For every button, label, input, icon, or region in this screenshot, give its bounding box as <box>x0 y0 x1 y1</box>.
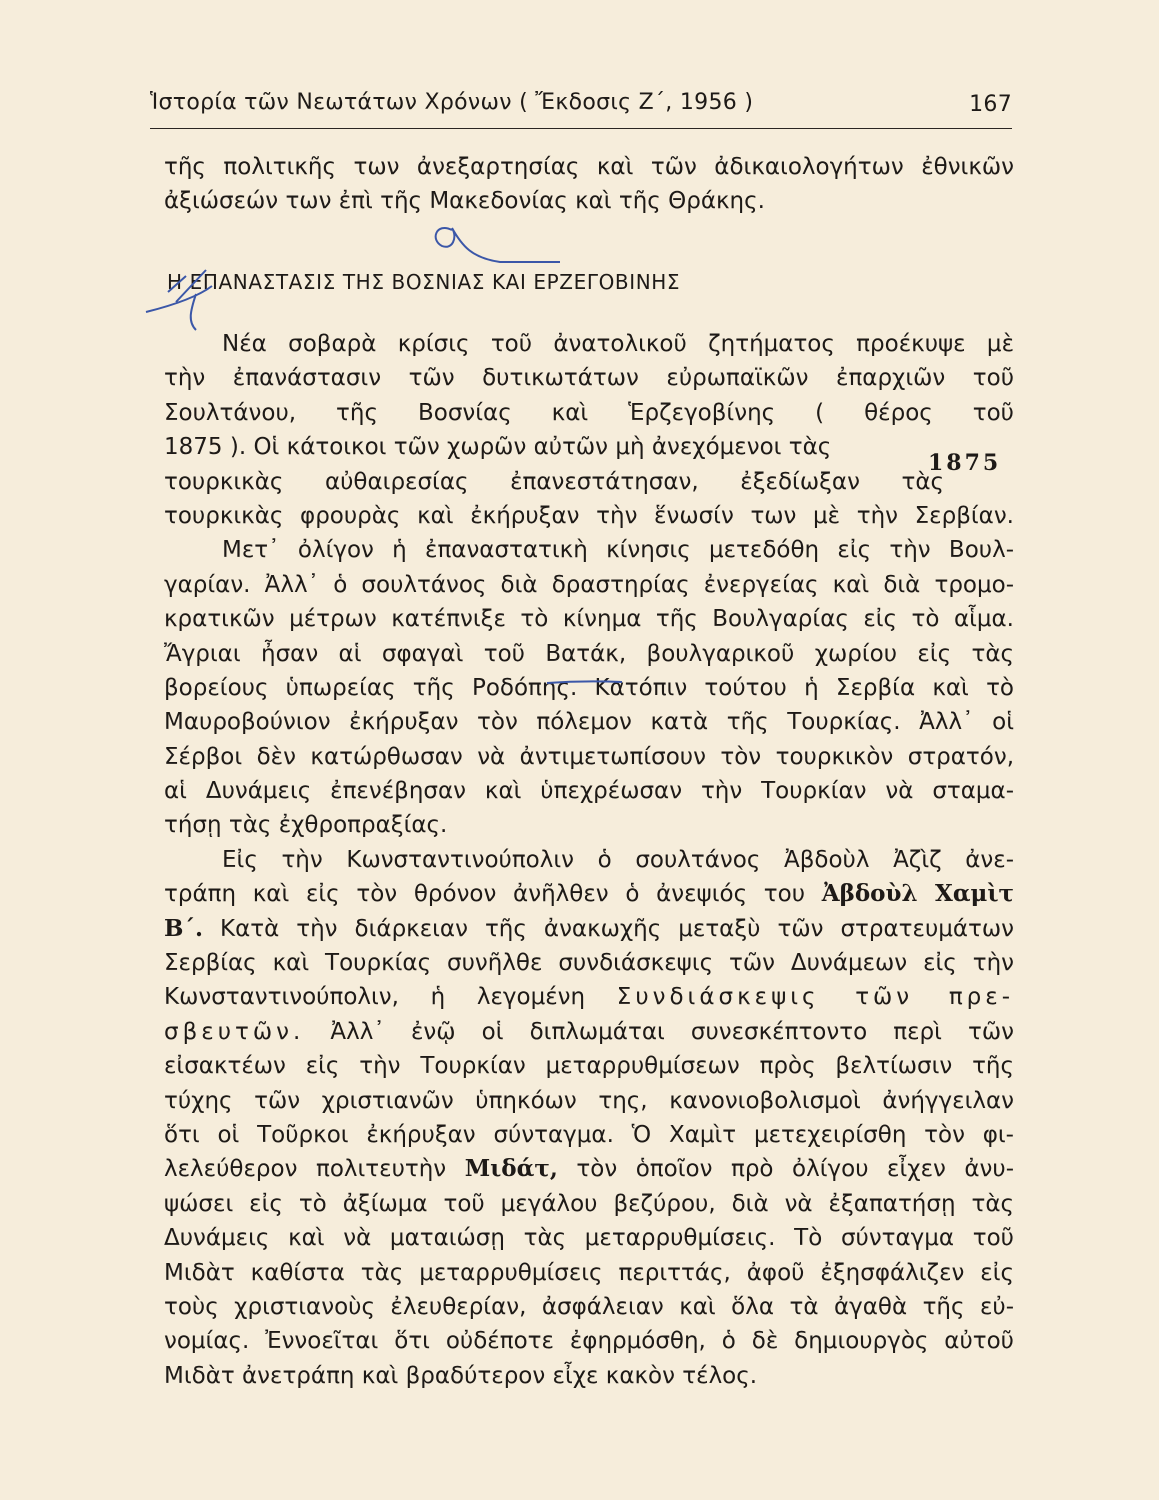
pen-end-mark <box>436 228 560 262</box>
text-line: γαρίαν. Ἀλλ᾽ ὁ σουλτάνος διὰ δραστηρίας ἐνεργείας καὶ διὰ τρομο- <box>164 571 1014 598</box>
text-line: ὅτι οἱ Τοῦρκοι ἐκήρυξαν σύνταγμα. Ὁ Χαμὶτ μετεχειρίσθη τὸν φι- <box>164 1121 1014 1148</box>
text-line: τουρκικὰς αὐθαιρεσίας ἐπανεστάτησαν, ἐξεδίωξαν τὰς <box>164 468 944 495</box>
text-line: εἰσακτέων εἰς τὴν Τουρκίαν μεταρρυθμίσεων πρὸς βελτίωσιν τῆς <box>164 1053 1014 1080</box>
text-line: Δυνάμεις καὶ νὰ ματαιώσῃ τὰς μεταρρυθμίσεις. Τὸ σύνταγμα τοῦ <box>164 1225 1014 1252</box>
text-line: τουρκικὰς φρουρὰς καὶ ἐκήρυξαν τὴν ἕνωσίν των μὲ τὴν Σερβίαν. <box>164 502 1014 529</box>
text-fragment: τράπη καὶ εἰς τὸν θρόνον ἀνῆλθεν ὁ ἀνεψιός του <box>164 881 805 908</box>
text-line: Σερβίας καὶ Τουρκίας συνῆλθε συνδιάσκεψις τῶν Δυνάμεων εἰς τὴν <box>164 950 1014 977</box>
text-line: Μιδὰτ καθίστα τὰς μεταρρυθμίσεις περιττάς, ἀφοῦ ἐξησφάλιζεν εἰς <box>164 1259 1014 1286</box>
text-line: τὴν ἐπανάστασιν τῶν δυτικωτάτων εὐρωπαϊκῶν ἐπαρχιῶν τοῦ <box>164 365 1014 392</box>
text-line: Σουλτάνου, τῆς Βοσνίας καὶ Ἑρζεγοβίνης ( θέρος τοῦ <box>164 399 1014 426</box>
text-line: Νέα σοβαρὰ κρίσις τοῦ ἀνατολικοῦ ζητήματος προέκυψε μὲ <box>222 331 1014 357</box>
page-header <box>150 86 1012 126</box>
text-line: βορείους ὑπωρείας τῆς Ροδόπης. Κατόπιν τούτου ἡ Σερβία καὶ τὸ <box>164 674 1014 701</box>
text-fragment: Κωνσταντινούπολιν, ἡ λεγομένη <box>164 984 586 1011</box>
section-heading: Η ΕΠΑΝΑΣΤΑΣΙΣ ΤΗΣ ΒΟΣΝΙΑΣ ΚΑΙ ΕΡΖΕΓΟΒΙΝΗΣ <box>167 270 681 294</box>
name-midhat: Μιδάτ, <box>464 1155 558 1183</box>
text-line: 1875 ). Οἱ κάτοικοι τῶν χωρῶν αὐτῶν μὴ ἀνεχόμενοι τὰς <box>164 434 832 461</box>
text-line <box>164 1152 1014 1186</box>
main-text <box>164 327 1014 1393</box>
text-fragment: λελεύθερον πολιτευτὴν <box>164 1156 447 1183</box>
text-line: τοὺς χριστιανοὺς ἐλευθερίαν, ἀσφάλειαν καὶ ὅλα τὰ ἀγαθὰ τῆς εὐ- <box>164 1293 1014 1320</box>
text-line: Μετ᾽ ὀλίγον ἡ ἐπαναστατικὴ κίνησις μετεδόθη εἰς τὴν Βουλ- <box>222 537 1014 564</box>
text-line: Μιδὰτ ἀνετράπη καὶ βραδύτερον εἶχε κακὸν τέλος. <box>164 1362 758 1389</box>
text-line: τῆς πολιτικῆς των ἀνεξαρτησίας καὶ τῶν ἀδικαιολογήτων ἐθνικῶν <box>164 154 1014 180</box>
text-line: τύχης τῶν χριστιανῶν ὑπηκόων της, κανονιοβολισμοὶ ἀνήγγειλαν <box>164 1087 1014 1114</box>
text-line: αἱ Δυνάμεις ἐπενέβησαν καὶ ὑπεχρέωσαν τὴν Τουρκίαν νὰ σταμα- <box>164 778 1014 805</box>
name-abdul-hamid: Ἀβδοὺλ Χαμὶτ <box>821 880 1014 908</box>
text-line: τήσῃ τὰς ἐχθροπραξίας. <box>164 812 448 839</box>
text-line <box>164 1015 1014 1049</box>
text-fragment: τὸν ὁποῖον πρὸ ὀλίγου εἶχεν ἀνυ- <box>576 1156 1015 1183</box>
text-line: ψώσει εἰς τὸ ἀξίωμα τοῦ μεγάλου βεζύρου, διὰ νὰ ἐξαπατήσῃ τὰς <box>164 1190 1014 1217</box>
header-rule <box>150 128 1012 129</box>
margin-note-year: 1875 <box>928 450 1002 476</box>
running-title: Ἱστορία τῶν Νεωτάτων Χρόνων ( Ἔκδοσις Ζ΄, 1956 ) <box>150 90 754 115</box>
text-line <box>164 980 1014 1014</box>
text-line: Εἰς τὴν Κωνσταντινούπολιν ὁ σουλτάνος Ἀβδοὺλ Ἀζὶζ ἀνε- <box>222 846 1014 873</box>
regnal-number: Β΄. <box>164 914 203 942</box>
intro-paragraph <box>164 150 1014 219</box>
text-fragment: Κατὰ τὴν διάρκειαν τῆς ἀνακωχῆς μεταξὺ τῶν στρατευμάτων <box>219 915 1014 942</box>
text-line: Σέρβοι δὲν κατώρθωσαν νὰ ἀντιμετωπίσουν τὸν τουρκικὸν στρατόν, <box>164 743 1014 770</box>
text-line <box>164 877 1014 911</box>
page-number: 167 <box>969 92 1012 117</box>
text-line: νομίας. Ἐννοεῖται ὅτι οὐδέποτε ἐφηρμόσθη, ὁ δὲ δημιουργὸς αὐτοῦ <box>164 1328 1014 1355</box>
text-line: κρατικῶν μέτρων κατέπνιξε τὸ κίνημα τῆς Βουλγαρίας εἰς τὸ αἷμα. <box>164 606 1014 633</box>
spaced-term: Συνδιάσκεψις τῶν πρε- <box>616 984 1015 1011</box>
text-fragment: Ἀλλ᾽ ἐνῷ οἱ διπλωμάται συνεσκέπτοντο περὶ τῶν <box>330 1018 1014 1045</box>
text-line: Μαυροβούνιον ἐκήρυξαν τὸν πόλεμον κατὰ τῆς Τουρκίας. Ἀλλ᾽ οἱ <box>164 709 1014 736</box>
spaced-term: σβευτῶν. <box>164 1018 305 1045</box>
text-line <box>164 912 1014 946</box>
text-line: Ἄγριαι ἦσαν αἱ σφαγαὶ τοῦ Βατάκ, βουλγαρικοῦ χωρίου εἰς τὰς <box>164 640 1014 667</box>
text-line: ἀξιώσεών των ἐπὶ τῆς Μακεδονίας καὶ τῆς Θράκης. <box>164 188 765 215</box>
